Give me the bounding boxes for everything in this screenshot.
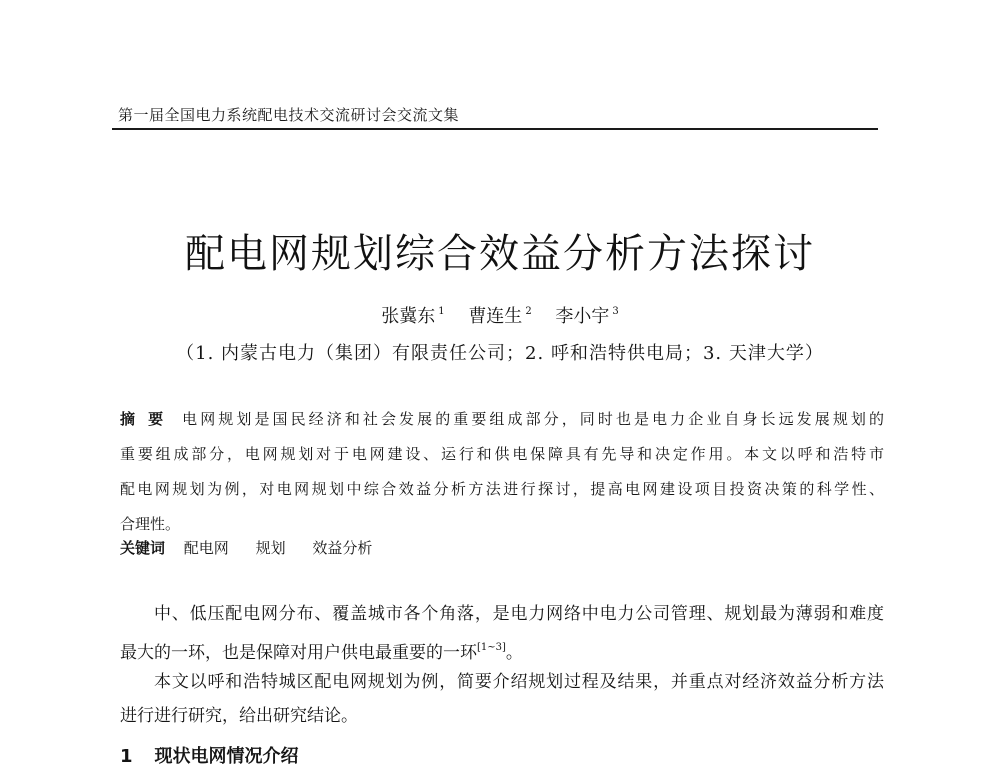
- paragraph-2-line-1: 本文以呼和浩特城区配电网规划为例，简要介绍规划过程及结果，并重点对经济效益分析方法: [154, 672, 884, 692]
- abstract-text: 电网规划是国民经济和社会发展的重要组成部分，同时也是电力企业自身长远发展规划的: [182, 410, 884, 428]
- author-name: 曹连生: [468, 306, 523, 327]
- paragraph-2-line-2: 进行进行研究，给出研究结论。: [120, 706, 358, 726]
- author-name: 张冀东: [381, 306, 436, 327]
- body-text: [120, 597, 884, 733]
- author-3: [555, 302, 618, 328]
- author-2: [468, 302, 531, 328]
- abstract-line: 合理性。: [120, 515, 181, 533]
- abstract-line: [120, 402, 884, 437]
- paper-title: 配电网规划综合效益分析方法探讨: [185, 231, 815, 277]
- section-title: 现状电网情况介绍: [154, 746, 299, 767]
- paragraph-text: 最大的一环，也是保障对用户供电最重要的一环: [120, 643, 477, 663]
- section-number: 1: [120, 746, 133, 767]
- author-affiliation-mark: 2: [525, 306, 532, 317]
- abstract-line: 重要组成部分，电网规划对于电网建设、运行和供电保障具有先导和决定作用。本文以呼和浩特市: [120, 445, 884, 463]
- paragraph-end: 。: [505, 643, 523, 663]
- keywords: [120, 537, 394, 558]
- header-rule: [112, 128, 878, 130]
- keyword: 规划: [255, 539, 286, 557]
- running-header: 第一届全国电力系统配电技术交流研讨会交流文集: [118, 106, 460, 124]
- keywords-label: 关键词: [120, 539, 166, 557]
- author-1: [381, 302, 444, 328]
- keyword: 效益分析: [312, 539, 373, 557]
- paragraph-1-line-2: [120, 631, 884, 665]
- author-affiliation-mark: 1: [438, 306, 445, 317]
- author-affiliation-mark: 3: [612, 306, 619, 317]
- author-list: [0, 302, 1000, 328]
- section-heading: [120, 742, 299, 768]
- paragraph-1-line-1: 中、低压配电网分布、覆盖城市各个角落，是电力网络中电力公司管理、规划最为薄弱和难度: [154, 604, 884, 624]
- abstract: [120, 402, 884, 542]
- keyword: 配电网: [183, 539, 229, 557]
- abstract-line: 配电网规划为例，对电网规划中综合效益分析方法进行探讨，提高电网建设项目投资决策的科学性、: [120, 480, 884, 498]
- affiliations: （1. 内蒙古电力（集团）有限责任公司；2. 呼和浩特供电局；3. 天津大学）: [176, 343, 824, 364]
- author-name: 李小宇: [555, 306, 610, 327]
- citation: [1~3]: [477, 642, 506, 653]
- abstract-label: 摘要: [120, 410, 177, 428]
